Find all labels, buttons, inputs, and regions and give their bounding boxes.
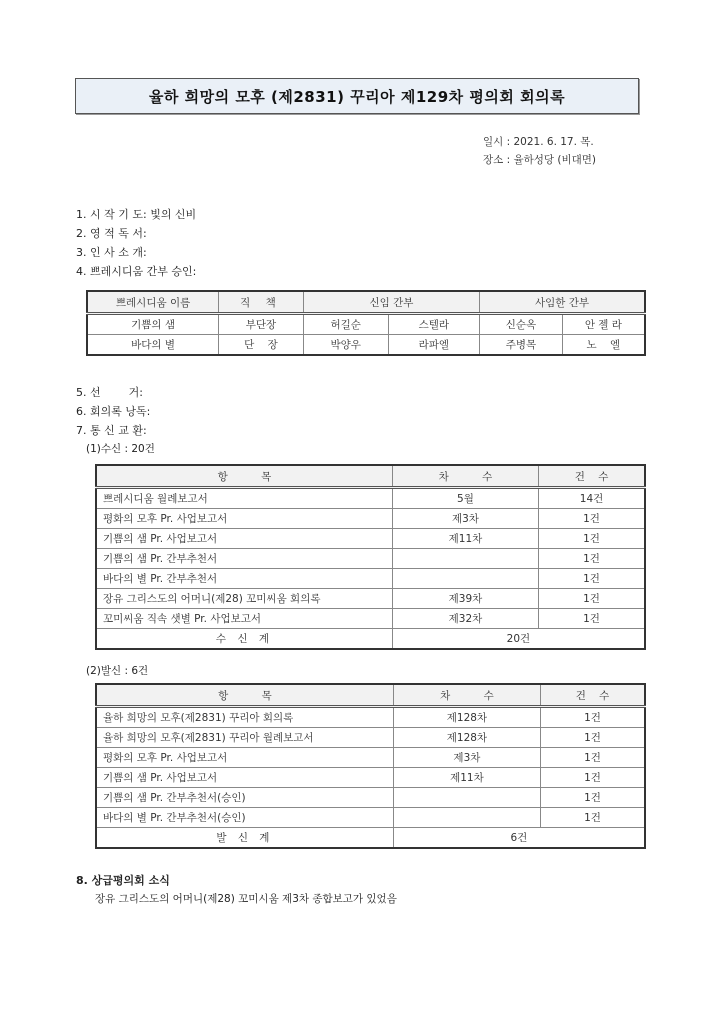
col-praesidium-name: 쁘레시디움 이름 xyxy=(87,291,219,314)
col-item: 항 목 xyxy=(96,684,393,707)
sequence: 제39차 xyxy=(392,589,538,609)
table-row xyxy=(96,589,645,609)
section-election: 5. 선 거: xyxy=(76,386,143,399)
praesidium-name: 바다의 별 xyxy=(87,335,219,356)
received-table xyxy=(95,464,646,650)
table-row xyxy=(96,768,645,788)
officers-table xyxy=(86,290,646,356)
sequence: 제3차 xyxy=(392,509,538,529)
item: 기쁨의 샘 Pr. 사업보고서 xyxy=(96,529,392,549)
sequence xyxy=(393,808,540,828)
section-correspondence: 7. 통 신 교 환: xyxy=(76,424,147,437)
table-row xyxy=(96,609,645,629)
section-senatus-news-body: 장유 그리스도의 어머니(제28) 꼬미시움 제3차 종합보고가 있었음 xyxy=(95,893,397,905)
position: 부단장 xyxy=(219,314,304,335)
meeting-place: 장소 : 율하성당 (비대면) xyxy=(483,154,597,166)
table-row xyxy=(96,788,645,808)
total-label: 수 신 계 xyxy=(96,629,392,650)
table-row xyxy=(96,509,645,529)
sequence: 5월 xyxy=(392,488,538,509)
received-count-label: (1)수신 : 20건 xyxy=(86,443,155,455)
sequence xyxy=(393,788,540,808)
sequence: 제11차 xyxy=(392,529,538,549)
resigned-officer-baptismal: 노 엘 xyxy=(562,335,645,356)
section-officer-approval: 4. 쁘레시디움 간부 승인: xyxy=(76,265,197,278)
col-count: 건 수 xyxy=(541,684,645,707)
item: 평화의 모후 Pr. 사업보고서 xyxy=(96,748,393,768)
table-row xyxy=(96,529,645,549)
count: 1건 xyxy=(541,748,645,768)
count: 1건 xyxy=(539,529,645,549)
item: 율하 희망의 모후(제2831) 꾸리아 회의록 xyxy=(96,707,393,728)
count: 14건 xyxy=(539,488,645,509)
new-officer-baptismal: 스텔라 xyxy=(388,314,480,335)
table-row xyxy=(96,488,645,509)
table-row xyxy=(96,549,645,569)
resigned-officer-name: 신순옥 xyxy=(480,314,563,335)
count: 1건 xyxy=(539,609,645,629)
table-row xyxy=(96,728,645,748)
count: 1건 xyxy=(539,509,645,529)
item: 바다의 별 Pr. 간부추천서 xyxy=(96,569,392,589)
praesidium-name: 기쁨의 샘 xyxy=(87,314,219,335)
position: 단 장 xyxy=(219,335,304,356)
new-officer-name: 허길순 xyxy=(303,314,388,335)
table-row xyxy=(96,748,645,768)
col-position: 직 책 xyxy=(219,291,304,314)
count: 1건 xyxy=(541,788,645,808)
item: 기쁨의 샘 Pr. 사업보고서 xyxy=(96,768,393,788)
count: 1건 xyxy=(541,808,645,828)
table-row xyxy=(96,707,645,728)
count: 1건 xyxy=(541,768,645,788)
total-label: 발 신 계 xyxy=(96,828,393,849)
item: 꼬미씨움 직속 샛별 Pr. 사업보고서 xyxy=(96,609,392,629)
item: 율하 희망의 모후(제2831) 꾸리아 월례보고서 xyxy=(96,728,393,748)
section-spiritual-reading: 2. 영 적 독 서: xyxy=(76,227,147,240)
total-row xyxy=(96,629,645,650)
total-value: 20건 xyxy=(392,629,645,650)
sent-table-header xyxy=(96,684,645,707)
received-table-header xyxy=(96,465,645,488)
col-sequence: 차 수 xyxy=(393,684,540,707)
sequence xyxy=(392,549,538,569)
sequence: 제128차 xyxy=(393,728,540,748)
item: 기쁨의 샘 Pr. 간부추천서(승인) xyxy=(96,788,393,808)
count: 1건 xyxy=(539,549,645,569)
item: 바다의 별 Pr. 간부추천서(승인) xyxy=(96,808,393,828)
officers-table-header xyxy=(87,291,645,314)
col-count: 건 수 xyxy=(539,465,645,488)
section-introductions: 3. 인 사 소 개: xyxy=(76,246,147,259)
sent-table xyxy=(95,683,646,849)
col-resigned-officers: 사임한 간부 xyxy=(480,291,645,314)
count: 1건 xyxy=(541,728,645,748)
section-minutes-reading: 6. 회의록 낭독: xyxy=(76,405,151,418)
total-value: 6건 xyxy=(393,828,645,849)
table-row xyxy=(96,569,645,589)
resigned-officer-baptismal: 안 젤 라 xyxy=(562,314,645,335)
sequence: 제3차 xyxy=(393,748,540,768)
count: 1건 xyxy=(541,707,645,728)
section-senatus-news-title: 8. 상급평의회 소식 xyxy=(76,874,170,887)
col-sequence: 차 수 xyxy=(392,465,538,488)
sequence: 제32차 xyxy=(392,609,538,629)
col-new-officers: 신임 간부 xyxy=(303,291,479,314)
table-row xyxy=(87,314,645,335)
table-row xyxy=(96,808,645,828)
total-row xyxy=(96,828,645,849)
table-row xyxy=(87,335,645,356)
count: 1건 xyxy=(539,589,645,609)
item: 쁘레시디움 월례보고서 xyxy=(96,488,392,509)
sequence xyxy=(392,569,538,589)
count: 1건 xyxy=(539,569,645,589)
sent-count-label: (2)발신 : 6건 xyxy=(86,665,149,677)
sequence: 제11차 xyxy=(393,768,540,788)
section-opening-prayer: 1. 시 작 기 도: 빛의 신비 xyxy=(76,208,197,221)
item: 장유 그리스도의 어머니(제28) 꼬미씨움 회의록 xyxy=(96,589,392,609)
new-officer-name: 박양우 xyxy=(303,335,388,356)
meeting-date: 일시 : 2021. 6. 17. 목. xyxy=(483,136,594,148)
item: 평화의 모후 Pr. 사업보고서 xyxy=(96,509,392,529)
document-title: 율하 희망의 모후 (제2831) 꾸리아 제129차 평의회 회의록 xyxy=(75,78,639,114)
item: 기쁨의 샘 Pr. 간부추천서 xyxy=(96,549,392,569)
resigned-officer-name: 주병목 xyxy=(480,335,563,356)
sequence: 제128차 xyxy=(393,707,540,728)
col-item: 항 목 xyxy=(96,465,392,488)
new-officer-baptismal: 라파엘 xyxy=(388,335,480,356)
